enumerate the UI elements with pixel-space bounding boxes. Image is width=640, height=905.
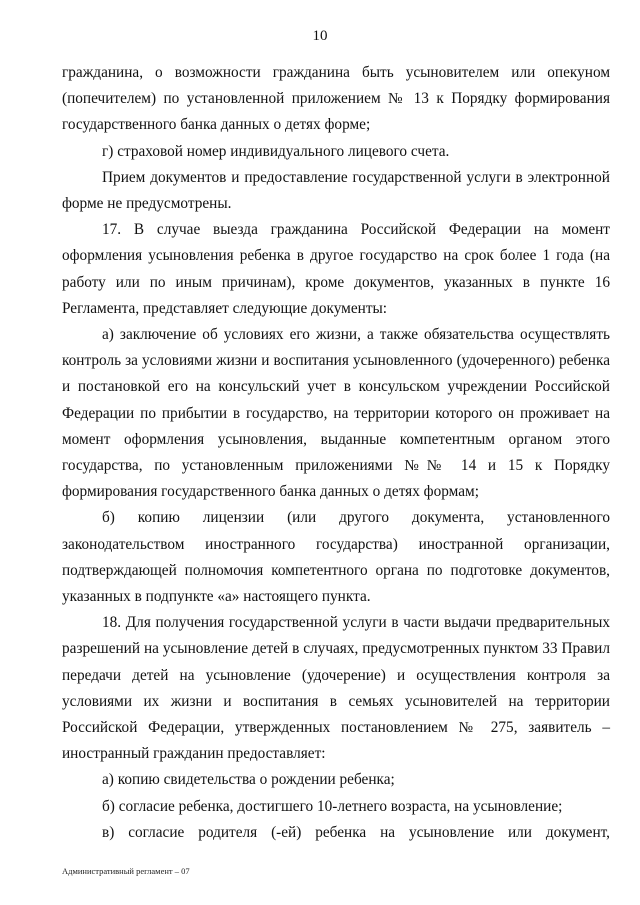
document-body [62,60,610,846]
paragraph-continuation: гражданина, о возможности гражданина быть усыновителем или опекуном (попечителем) по установленной приложением № 13 к Порядку формирования государственного банка данных о детях форме; [62,64,610,134]
paragraph-clause-17: 17. В случае выезда гражданина Российской Федерации на момент оформления усыновления ребенка в другое государство на срок более 1 года (на работу или по иным причинам), кроме документов, указанных в пункте 16 Регламента, представляет следующие документы: [62,221,610,317]
paragraph-item-g: г) страховой номер индивидуального лицевого счета. [102,142,450,160]
paragraph-clause-18-a: а) копию свидетельства о рождении ребенка; [102,771,395,789]
paragraph-clause-18-v: в) согласие родителя (-ей) ребенка на усыновление или документ, [102,823,610,841]
paragraph-clause-18: 18. Для получения государственной услуги в части выдачи предварительных разрешений на усыновление детей в случаях, предусмотренных пунктом 33 Правил передачи детей на усыновление (удочерение) и осуществления контроля за условиями их жизни и воспитания в семьях усыновителей на территории Российской Федерации, утвержденных постановлением № 275, заявитель – иностранный гражданин предоставляет: [62,614,610,763]
paragraph-clause-17-b: б) копию лицензии (или другого документа, установленного законодательством иностранного государства) иностранной организации, подтверждающей полномочия компетентного органа по подготовке документов, указанных в подпункте «а» настоящего пункта. [62,509,610,606]
page-number: 10 [312,28,328,44]
footer-label: Административный регламент – 07 [62,866,190,876]
paragraph-electronic-form: Прием документов и предоставление государственной услуги в электронной форме не предусмотрены. [62,168,610,213]
paragraph-clause-17-a: а) заключение об условиях его жизни, а также обязательства осуществлять контроль за условиями жизни и воспитания усыновленного (удочеренного) ребенка и постановкой его на консульский учет в консульском учреждении Российской Федерации по прибытии в государство, на территории которого он проживает на момент оформления усыновления, выданные компетентным органом этого государства, по установленным приложениями №№ 14 и 15 к Порядку формирования государственного банка данных о детях формам; [62,326,610,501]
paragraph-clause-18-b: б) согласие ребенка, достигшего 10-летнего возраста, на усыновление; [102,797,563,815]
